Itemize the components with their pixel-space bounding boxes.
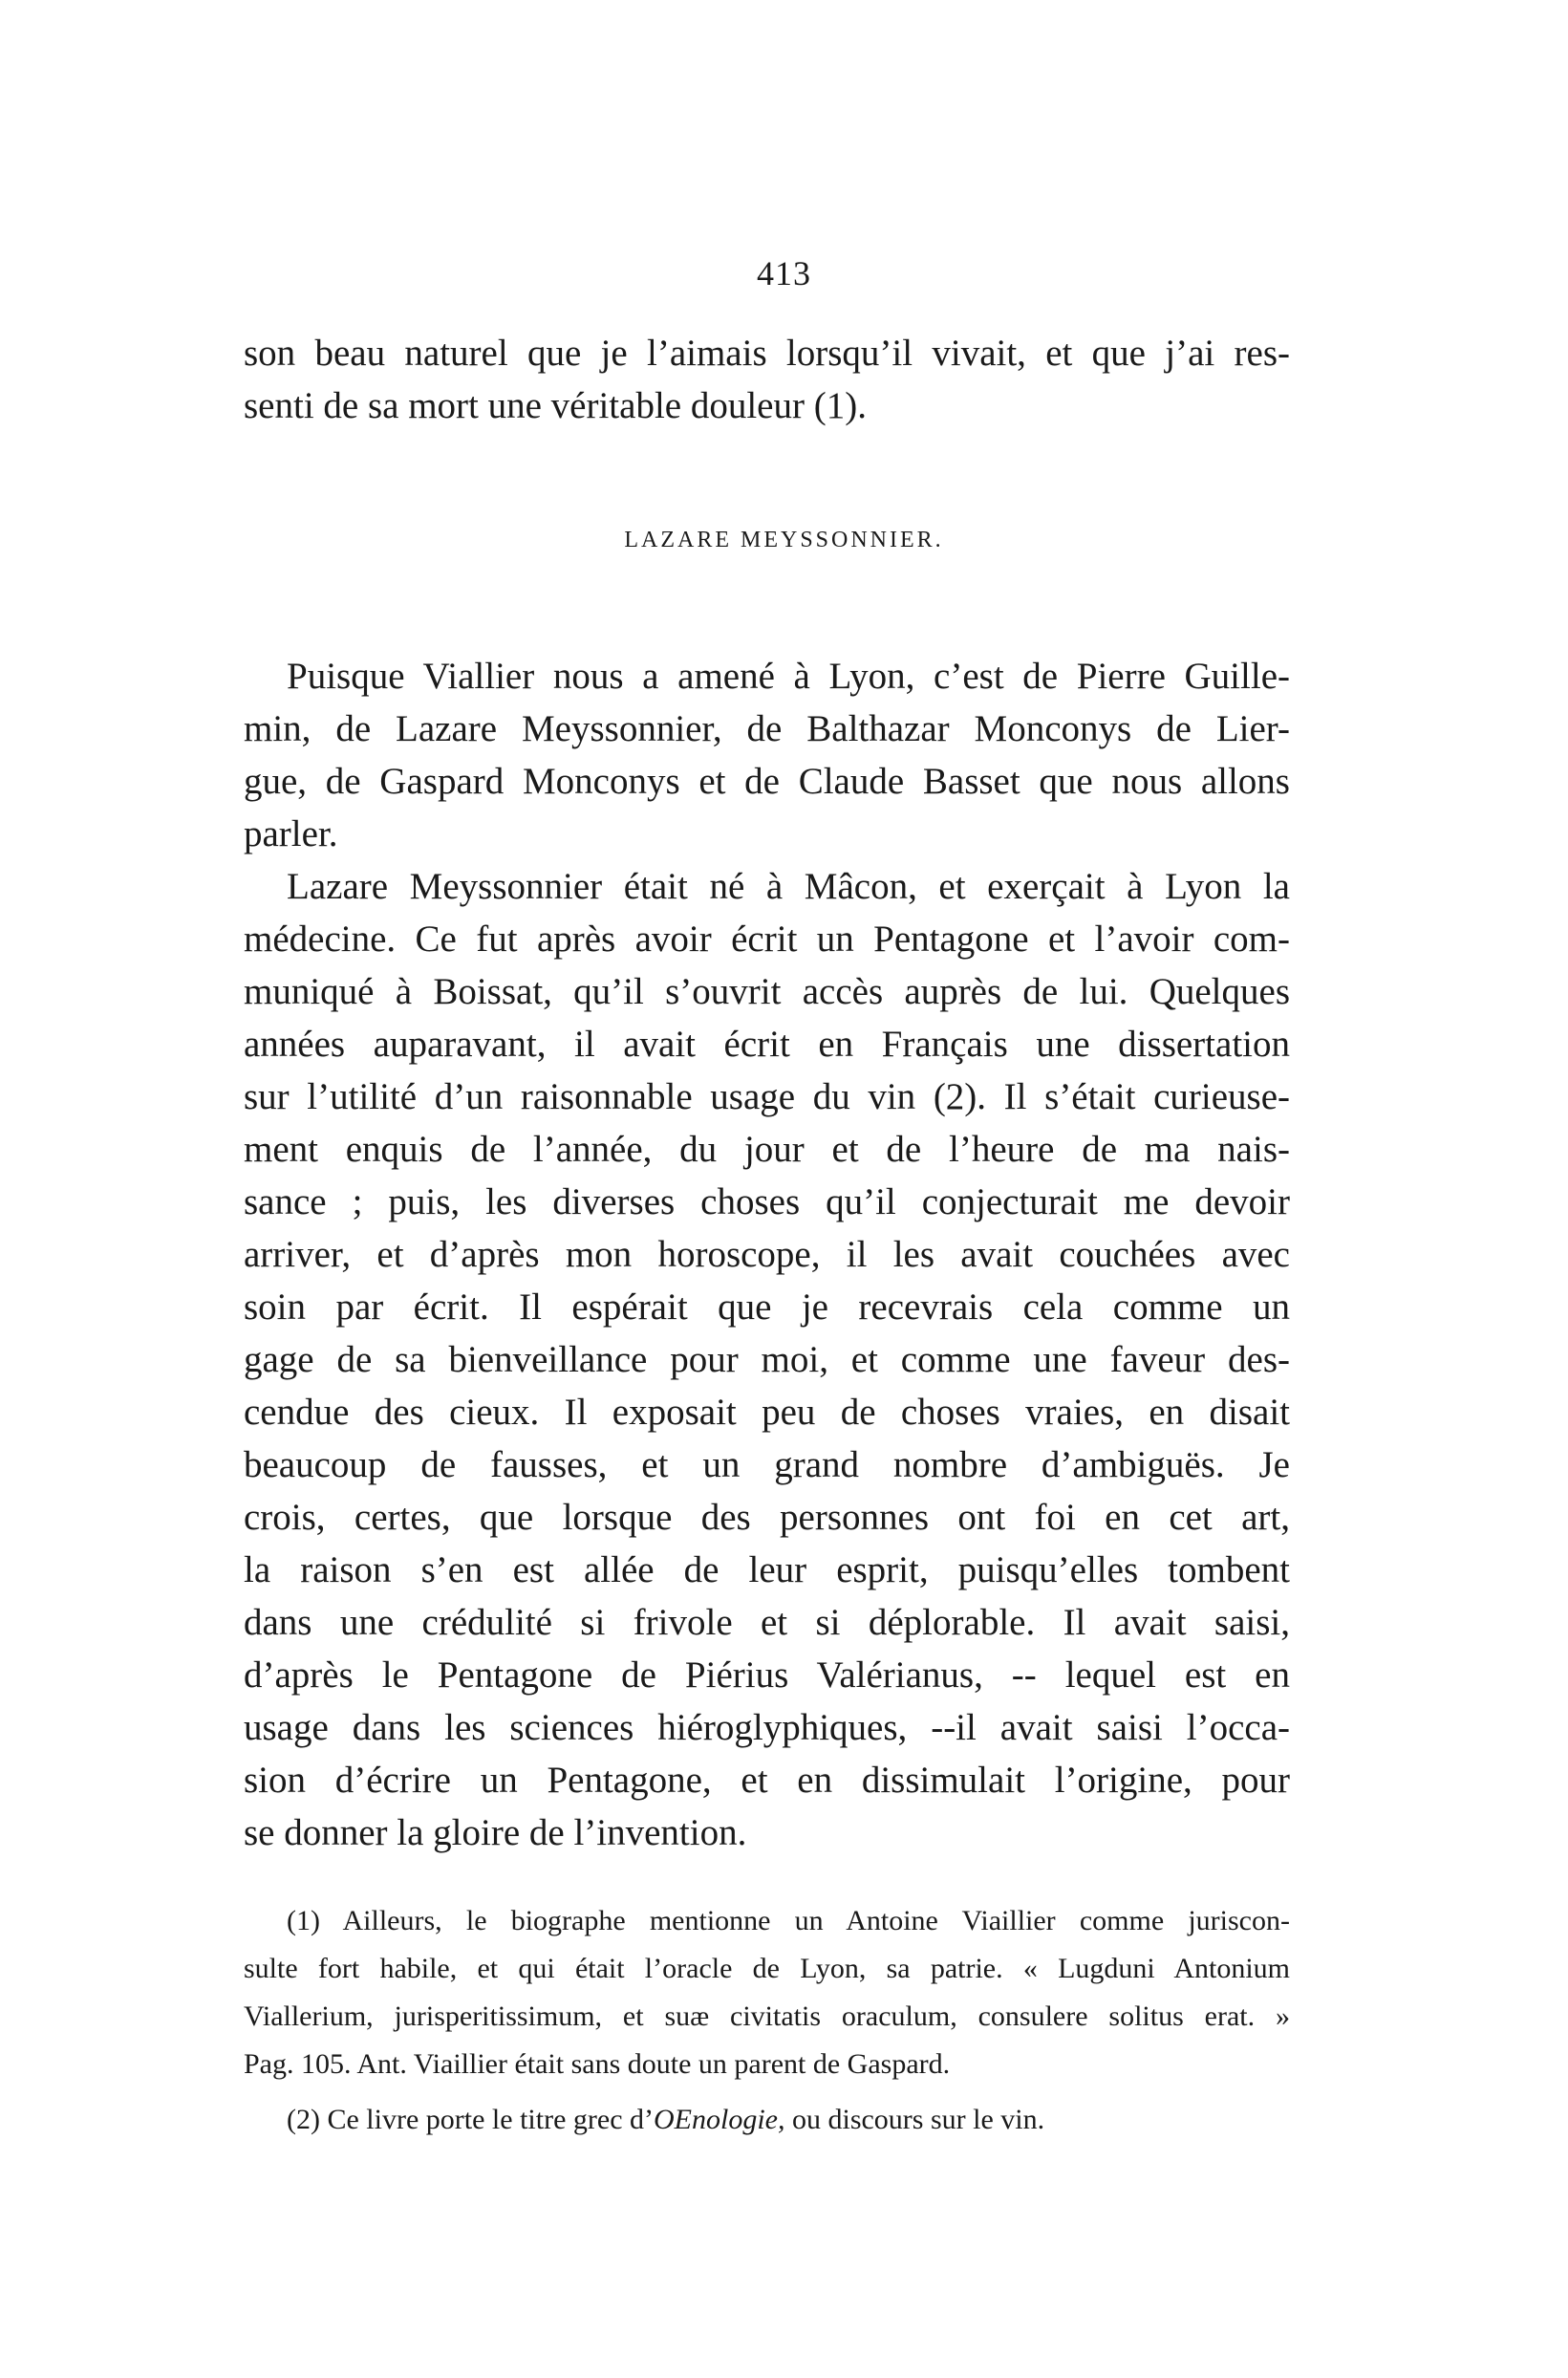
text-line: min, de Lazare Meyssonnier, de Balthazar Monconys de Lier- <box>244 708 1290 749</box>
text-line: cendue des cieux. Il exposait peu de choses vraies, en disait <box>244 1392 1290 1433</box>
text-line: muniqué à Boissat, qu’il s’ouvrit accès auprès de lui. Quelques <box>244 971 1290 1012</box>
text-line: senti de sa mort une véritable douleur (1). <box>244 385 867 426</box>
text-line: crois, certes, que lorsque des personnes ont foi en cet art, <box>244 1497 1290 1538</box>
footnote-line <box>244 2096 1290 2144</box>
text-line: médecine. Ce fut après avoir écrit un Pentagone et l’avoir com- <box>244 919 1290 960</box>
footnote-line: Viallerium, jurisperitissimum, et suæ civitatis oraculum, consulere solitus erat. » <box>244 2000 1290 2032</box>
footnote-line: sulte fort habile, et qui était l’oracle de Lyon, sa patrie. « Lugduni Antonium <box>244 1953 1290 1984</box>
text-line: la raison s’en est allée de leur esprit, puisqu’elles tombent <box>244 1549 1290 1590</box>
text-line: Lazare Meyssonnier était né à Mâcon, et exerçait à Lyon la <box>287 866 1290 907</box>
text-line: gage de sa bienveillance pour moi, et comme une faveur des- <box>244 1339 1290 1380</box>
continuation-paragraph <box>244 327 1290 432</box>
paragraph-intro <box>244 650 1290 860</box>
footnote-2 <box>244 2096 1290 2144</box>
section-heading: LAZARE MEYSSONNIER. <box>624 528 944 552</box>
text-line: années auparavant, il avait écrit en Français une dissertation <box>244 1024 1290 1065</box>
text-line: sur l’utilité d’un raisonnable usage du vin (2). Il s’était curieuse- <box>244 1076 1290 1117</box>
text-line: gue, de Gaspard Monconys et de Claude Basset que nous allons <box>244 761 1290 802</box>
footnote-text: (2) Ce livre porte le titre grec d’ <box>287 2104 654 2135</box>
footnote-italic-title: OEnologie, <box>654 2104 785 2135</box>
text-line: sance ; puis, les diverses choses qu’il conjecturait me devoir <box>244 1181 1290 1222</box>
text-line: usage dans les sciences hiéroglyphiques, --il avait saisi l’occa- <box>244 1707 1290 1748</box>
text-line: ment enquis de l’année, du jour et de l’heure de ma nais- <box>244 1129 1290 1170</box>
footnote-1 <box>244 1897 1290 2088</box>
text-line: dans une crédulité si frivole et si déplorable. Il avait saisi, <box>244 1602 1290 1643</box>
footnote-line: Pag. 105. Ant. Viaillier était sans doute un parent de Gaspard. <box>244 2048 951 2080</box>
text-line: arriver, et d’après mon horoscope, il les avait couchées avec <box>244 1234 1290 1275</box>
footnote-text: ou discours sur le vin. <box>784 2104 1045 2135</box>
footnote-line: (1) Ailleurs, le biographe mentionne un Antoine Viaillier comme juriscon- <box>287 1905 1290 1936</box>
text-line: d’après le Pentagone de Piérius Valérianus, -- lequel est en <box>244 1654 1290 1696</box>
text-line: soin par écrit. Il espérait que je recevrais cela comme un <box>244 1286 1290 1328</box>
text-line: Puisque Viallier nous a amené à Lyon, c’est de Pierre Guille- <box>287 656 1290 697</box>
text-line: se donner la gloire de l’invention. <box>244 1812 747 1853</box>
text-line: son beau naturel que je l’aimais lorsqu’il vivait, et que j’ai res- <box>244 333 1290 374</box>
text-line: parler. <box>244 813 338 854</box>
text-line: sion d’écrire un Pentagone, et en dissimulait l’origine, pour <box>244 1760 1290 1801</box>
text-line: beaucoup de fausses, et un grand nombre d’ambiguës. Je <box>244 1444 1290 1485</box>
paragraph-meyssonnier <box>244 860 1290 1859</box>
page-number: 413 <box>757 254 811 292</box>
footnotes <box>244 1897 1290 2144</box>
